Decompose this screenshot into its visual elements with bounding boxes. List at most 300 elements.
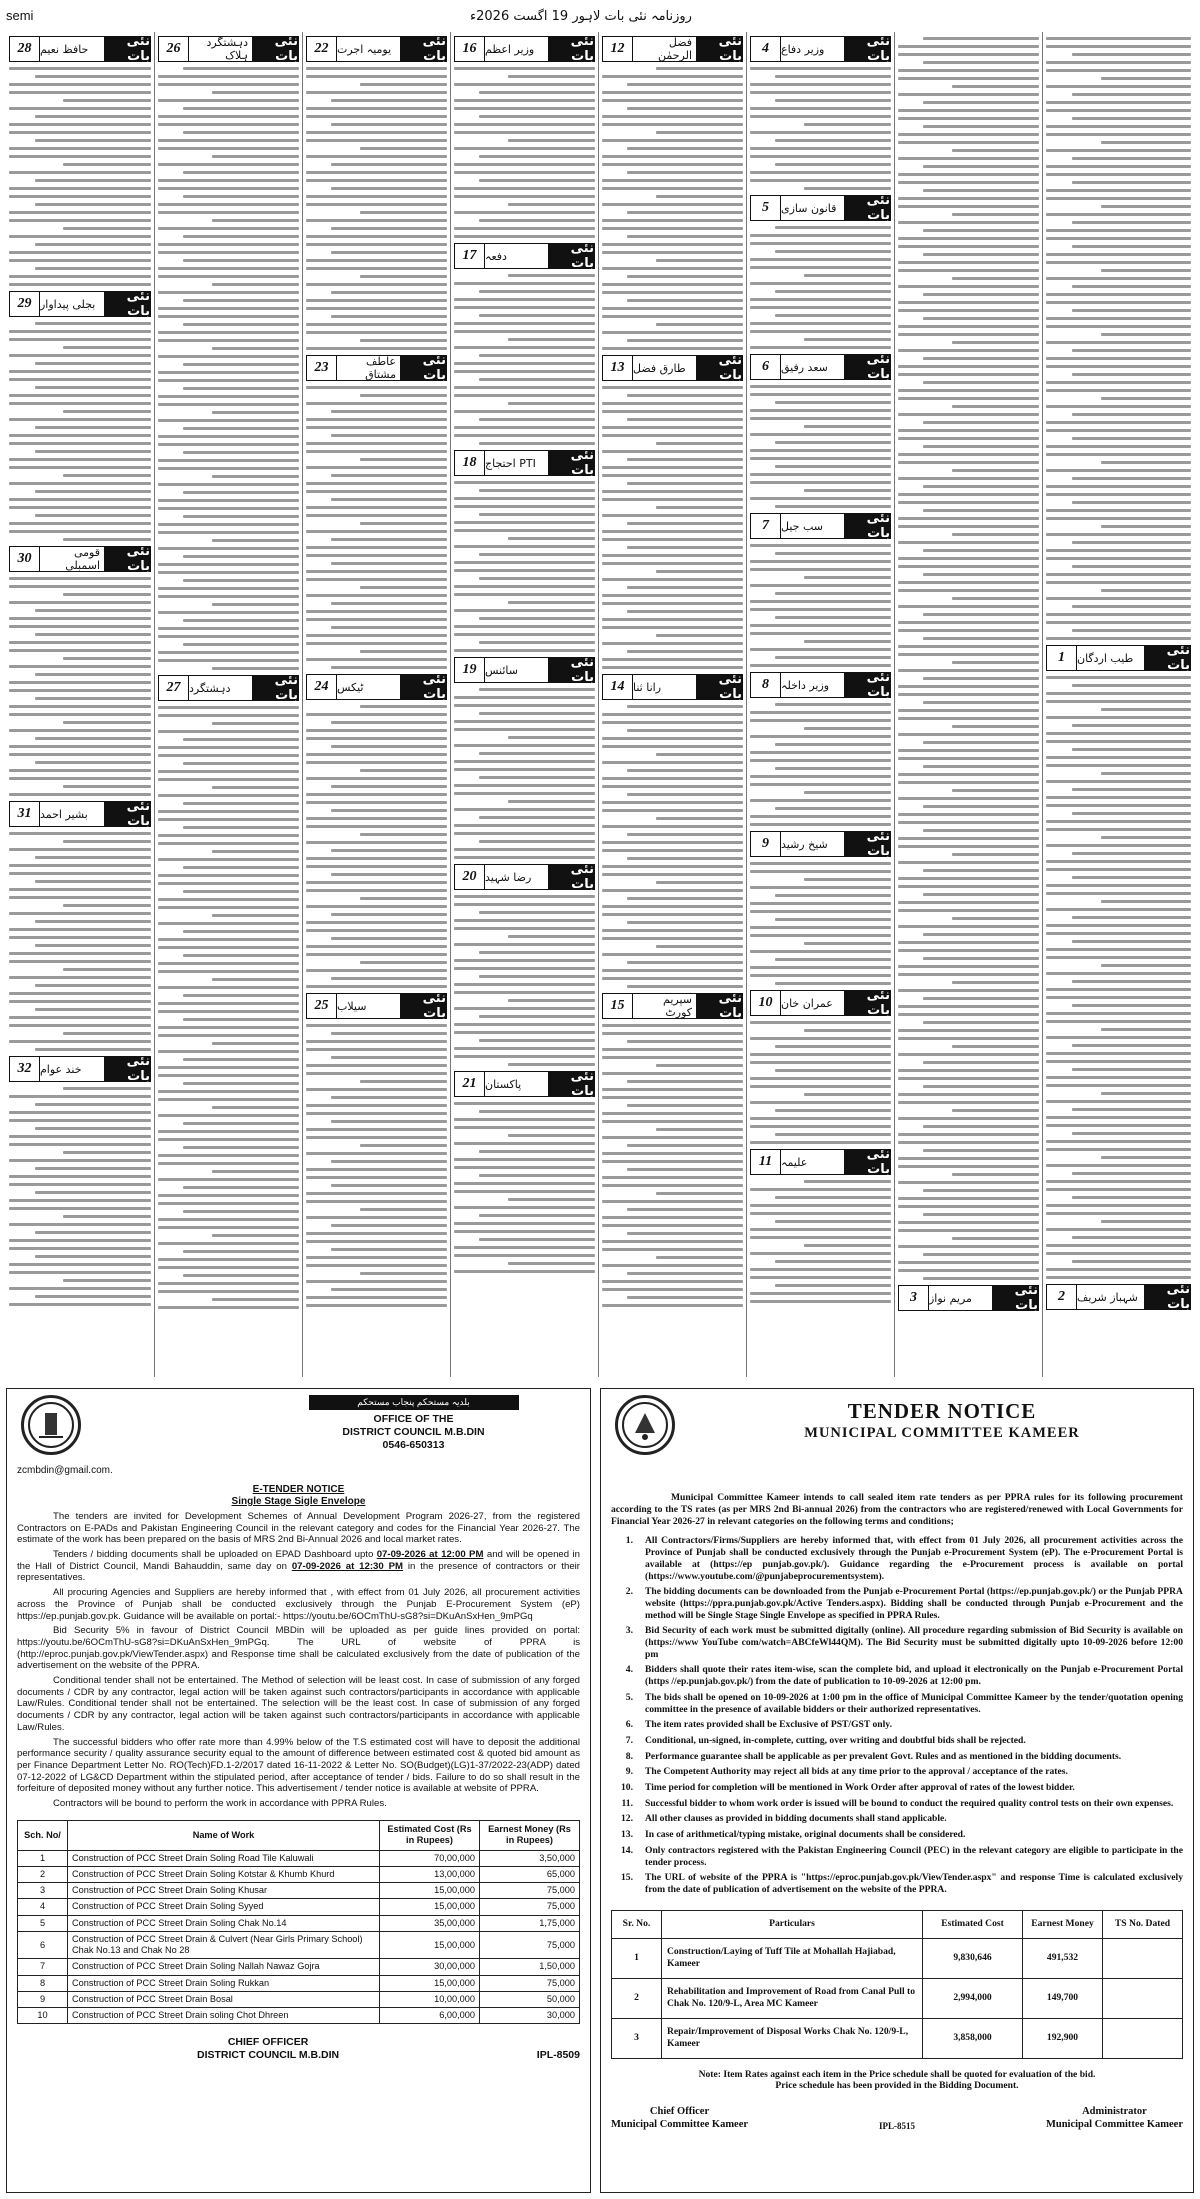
text-line xyxy=(602,115,743,118)
office-line-2: DISTRICT COUNCIL M.B.DIN xyxy=(342,1425,485,1438)
text-line xyxy=(454,561,595,564)
text-line xyxy=(602,1216,743,1219)
text-line xyxy=(306,1304,447,1307)
text-line xyxy=(35,880,151,883)
text-line xyxy=(627,339,743,342)
text-line xyxy=(158,834,299,837)
text-line xyxy=(9,888,151,891)
text-line xyxy=(627,1040,743,1043)
text-line xyxy=(1072,1260,1191,1263)
text-line xyxy=(360,394,447,397)
text-line xyxy=(508,935,595,938)
text-line xyxy=(331,123,447,126)
text-line xyxy=(656,131,743,134)
text-line xyxy=(183,451,299,454)
story-reporter: یومیہ اجرت xyxy=(337,42,392,56)
text-line xyxy=(454,171,595,174)
text-line xyxy=(923,293,1039,296)
text-line xyxy=(1046,932,1191,935)
text-line xyxy=(602,1152,743,1155)
text-line xyxy=(9,896,151,899)
story-brand-label: نئی بات xyxy=(844,37,890,61)
text-line xyxy=(454,362,595,365)
text-line xyxy=(1101,836,1191,839)
text-line xyxy=(183,802,299,805)
text-line xyxy=(898,965,1039,968)
text-line xyxy=(898,365,1039,368)
text-line xyxy=(1046,1276,1191,1279)
text-line xyxy=(898,69,1039,72)
text-line xyxy=(35,75,151,78)
text-line xyxy=(1046,844,1191,847)
text-line xyxy=(898,925,1039,928)
term-text: All other clauses as provided in bidding documents shall stand applicable. xyxy=(645,1813,947,1825)
story-number: 10 xyxy=(751,991,781,1015)
text-line xyxy=(1072,940,1191,943)
sch-no-cell: 4 xyxy=(18,1899,68,1915)
text-line xyxy=(898,205,1039,208)
text-line xyxy=(898,861,1039,864)
text-line xyxy=(898,1005,1039,1008)
story-reporter: وزیر اعظم xyxy=(485,42,535,56)
text-line xyxy=(158,1114,299,1117)
text-line xyxy=(9,466,151,469)
text-line xyxy=(1046,557,1191,560)
text-line xyxy=(1046,381,1191,384)
text-line xyxy=(479,1110,595,1113)
text-line xyxy=(898,1261,1039,1264)
text-line xyxy=(1072,788,1191,791)
ad-left-paragraph-4: Bid Security 5% in favour of District Council MBDin will be uploaded as per guide lines provided on portal: https://youtu.be/6OCmThU-sG8?si=DKuAnSxHen_9mPGq. The URL of website of PPRA is (http://eproc.punjab.gov.pk/ViewTender.aspx) and Response time shall be calculated exclusively from the date of publication of the advertisement on the website of the PPRA. xyxy=(17,1625,580,1672)
story-number: 14 xyxy=(603,675,633,699)
text-line xyxy=(627,833,743,836)
text-line xyxy=(212,603,299,606)
text-line xyxy=(9,378,151,381)
text-line xyxy=(158,419,299,422)
text-line xyxy=(750,1077,891,1080)
text-line xyxy=(331,626,447,629)
story-body xyxy=(306,386,447,669)
text-line xyxy=(454,322,595,325)
urdu-slogan-strip: بلدیہ مستحکم پنجاب مستحکم xyxy=(309,1395,519,1410)
text-line xyxy=(1072,285,1191,288)
text-line xyxy=(508,537,595,540)
text-line xyxy=(1046,948,1191,951)
text-line xyxy=(602,251,743,254)
text-line xyxy=(602,203,743,206)
story-body xyxy=(454,481,595,652)
text-line xyxy=(158,115,299,118)
text-line xyxy=(158,922,299,925)
text-line xyxy=(804,1180,891,1183)
story-reporter: بشیر احمد xyxy=(40,807,88,821)
text-line xyxy=(9,67,151,70)
text-line xyxy=(750,1228,891,1231)
text-line xyxy=(9,729,151,732)
story-header xyxy=(750,195,891,221)
story-brand-label: نئی بات xyxy=(548,37,594,61)
text-line xyxy=(952,661,1039,664)
text-line xyxy=(923,701,1039,704)
text-line xyxy=(1072,684,1191,687)
text-line xyxy=(454,195,595,198)
text-line xyxy=(306,107,447,110)
earnest-money-cell: 75,000 xyxy=(480,1975,580,1991)
text-line xyxy=(898,621,1039,624)
text-line xyxy=(9,1207,151,1210)
text-line xyxy=(63,721,151,724)
text-line xyxy=(750,346,891,349)
tn-earnest-money-cell: 192,900 xyxy=(1023,2018,1103,2058)
col-tn-estimated-cost: Estimated Cost xyxy=(923,1910,1023,1938)
tn-earnest-money-cell: 491,532 xyxy=(1023,1938,1103,1978)
text-line xyxy=(9,681,151,684)
text-line xyxy=(360,769,447,772)
estimated-cost-cell: 15,00,000 xyxy=(380,1975,480,1991)
text-line xyxy=(898,1229,1039,1232)
tender-note-line-2: Price schedule has been provided in the Bidding Document. xyxy=(775,2080,1019,2092)
story-reporter: قانون سازی xyxy=(781,201,837,215)
text-line xyxy=(306,1200,447,1203)
sch-no-cell: 3 xyxy=(18,1883,68,1899)
story-number: 17 xyxy=(455,244,485,268)
story-brand-label: نئی بات xyxy=(548,658,594,682)
text-line xyxy=(750,560,891,563)
text-line xyxy=(775,982,891,985)
text-line xyxy=(627,1144,743,1147)
text-line xyxy=(602,227,743,230)
text-line xyxy=(898,709,1039,712)
text-line xyxy=(479,115,595,118)
text-line xyxy=(602,490,743,493)
text-line xyxy=(9,1119,151,1122)
text-line xyxy=(454,728,595,731)
term-text: Performance guarantee shall be applicable as per prevalent Govt. Rules and as mentioned in the bidding documents. xyxy=(645,1750,1122,1762)
earnest-money-cell: 65,000 xyxy=(480,1867,580,1883)
text-line xyxy=(1072,1236,1191,1239)
text-line xyxy=(1046,1060,1191,1063)
text-line xyxy=(35,203,151,206)
text-line xyxy=(627,275,743,278)
text-line xyxy=(158,251,299,254)
text-line xyxy=(306,155,447,158)
text-line xyxy=(306,235,447,238)
text-line xyxy=(656,881,743,884)
text-line xyxy=(158,1242,299,1245)
text-line xyxy=(1046,716,1191,719)
story-header xyxy=(602,674,743,700)
text-line xyxy=(898,1165,1039,1168)
story-brand-label: نئی بات xyxy=(548,451,594,475)
text-line xyxy=(750,1085,891,1088)
text-line xyxy=(306,1064,447,1067)
text-line xyxy=(183,107,299,110)
text-line xyxy=(1072,1108,1191,1111)
table-row xyxy=(18,1867,580,1883)
text-line xyxy=(804,727,891,730)
text-line xyxy=(750,711,891,714)
text-line xyxy=(63,474,151,477)
table-row xyxy=(18,1850,580,1866)
text-line xyxy=(306,1256,447,1259)
text-line xyxy=(158,1066,299,1069)
text-line xyxy=(898,197,1039,200)
text-line xyxy=(602,219,743,222)
story-body xyxy=(750,1180,891,1303)
text-line xyxy=(775,1220,891,1223)
text-line xyxy=(750,107,891,110)
text-line xyxy=(360,833,447,836)
story-brand-label: نئی بات xyxy=(400,994,446,1018)
text-line xyxy=(1046,101,1191,104)
text-line xyxy=(9,434,151,437)
tn-earnest-money-cell: 149,700 xyxy=(1023,1978,1103,2018)
text-line xyxy=(775,163,891,166)
text-line xyxy=(1046,261,1191,264)
text-line xyxy=(923,893,1039,896)
text-line xyxy=(183,1274,299,1277)
text-line xyxy=(454,1126,595,1129)
text-line xyxy=(602,315,743,318)
text-line xyxy=(9,753,151,756)
text-line xyxy=(454,569,595,572)
text-line xyxy=(158,1002,299,1005)
text-line xyxy=(602,498,743,501)
text-line xyxy=(656,1128,743,1131)
text-line xyxy=(158,1138,299,1141)
text-line xyxy=(454,625,595,628)
text-line xyxy=(898,413,1039,416)
text-line xyxy=(454,1102,595,1105)
text-line xyxy=(306,713,447,716)
text-line xyxy=(212,1234,299,1237)
text-line xyxy=(804,338,891,341)
text-line xyxy=(923,1085,1039,1088)
text-line xyxy=(306,1104,447,1107)
text-line xyxy=(306,347,447,350)
text-line xyxy=(602,594,743,597)
text-line xyxy=(750,155,891,158)
story-brand-label: نئی بات xyxy=(844,673,890,697)
text-line xyxy=(479,641,595,644)
text-line xyxy=(750,481,891,484)
text-line xyxy=(1046,581,1191,584)
text-line xyxy=(952,853,1039,856)
text-line xyxy=(306,1088,447,1091)
text-line xyxy=(306,753,447,756)
story-number: 25 xyxy=(307,994,337,1018)
text-line xyxy=(158,179,299,182)
work-name-cell: Construction of PCC Street Drain Soling Nallah Nawaz Gojra xyxy=(68,1959,380,1975)
text-line xyxy=(158,99,299,102)
story-brand-label: نئی بات xyxy=(696,356,742,380)
text-line xyxy=(306,1040,447,1043)
text-line xyxy=(454,720,595,723)
earnest-money-cell: 50,000 xyxy=(480,1991,580,2007)
text-line xyxy=(306,418,447,421)
text-line xyxy=(923,829,1039,832)
text-line xyxy=(158,1130,299,1133)
text-line xyxy=(212,914,299,917)
text-line xyxy=(923,37,1039,40)
text-line xyxy=(775,958,891,961)
text-line xyxy=(454,211,595,214)
text-line xyxy=(158,203,299,206)
text-line xyxy=(158,139,299,142)
text-line xyxy=(9,442,151,445)
text-line xyxy=(9,745,151,748)
signature-block xyxy=(197,2036,339,2062)
text-line xyxy=(1046,1100,1191,1103)
text-line xyxy=(306,881,447,884)
text-line xyxy=(952,725,1039,728)
text-line xyxy=(750,67,891,70)
text-line xyxy=(656,1064,743,1067)
text-line xyxy=(212,91,299,94)
term-number: 10. xyxy=(621,1782,633,1794)
text-line xyxy=(750,1117,891,1120)
text-line xyxy=(898,781,1039,784)
text-line xyxy=(656,634,743,637)
text-line xyxy=(923,549,1039,552)
story-number: 6 xyxy=(751,355,781,379)
news-column xyxy=(450,32,598,1377)
text-line xyxy=(804,274,891,277)
tender-note-line-1: Note: Item Rates against each item in the Price schedule shall be quoted for evaluation of the bid. xyxy=(698,2068,1096,2080)
text-line xyxy=(602,642,743,645)
text-line xyxy=(158,794,299,797)
text-line xyxy=(923,933,1039,936)
text-line xyxy=(306,1024,447,1027)
story-body xyxy=(750,385,891,508)
office-line-1: OFFICE OF THE xyxy=(373,1412,454,1425)
text-line xyxy=(1072,373,1191,376)
text-line xyxy=(1046,1204,1191,1207)
text-line xyxy=(1072,501,1191,504)
text-line xyxy=(750,648,891,651)
text-line xyxy=(602,1160,743,1163)
term-text: In case of arithmetical/typing mistake, original documents shall be considered. xyxy=(645,1829,966,1841)
text-line xyxy=(627,482,743,485)
text-line xyxy=(9,992,151,995)
para2-text-c: and will be opened in the Hall of District Council, Mandi Bahauddin, same day on xyxy=(17,1549,580,1572)
text-line xyxy=(306,482,447,485)
text-line xyxy=(750,799,891,802)
text-line xyxy=(63,1279,151,1282)
text-line xyxy=(9,155,151,158)
term-number: 5. xyxy=(625,1691,633,1703)
text-line xyxy=(9,1239,151,1242)
term-number: 3. xyxy=(625,1625,633,1637)
text-line xyxy=(35,761,151,764)
text-line xyxy=(898,909,1039,912)
text-line xyxy=(1046,365,1191,368)
text-line xyxy=(923,485,1039,488)
term-text: Conditional, un-signed, in-complete, cutting, over writing and doubtful bids shall be rejected. xyxy=(645,1734,1026,1746)
text-line xyxy=(898,173,1039,176)
text-line xyxy=(1046,229,1191,232)
earnest-money-cell: 75,000 xyxy=(480,1931,580,1958)
text-line xyxy=(1046,1084,1191,1087)
text-line xyxy=(35,450,151,453)
story-body xyxy=(9,322,151,541)
text-line xyxy=(1046,173,1191,176)
text-line xyxy=(479,354,595,357)
text-line xyxy=(952,917,1039,920)
text-line xyxy=(1046,637,1191,640)
text-line xyxy=(898,141,1039,144)
sch-no-cell: 1 xyxy=(18,1850,68,1866)
text-line xyxy=(306,1232,447,1235)
text-line xyxy=(898,821,1039,824)
text-line xyxy=(1101,589,1191,592)
text-line xyxy=(923,765,1039,768)
text-line xyxy=(750,934,891,937)
story-body xyxy=(750,67,891,190)
text-line xyxy=(775,1069,891,1072)
text-line xyxy=(602,658,743,661)
text-line xyxy=(9,211,151,214)
term-item xyxy=(611,1829,1183,1841)
text-line xyxy=(804,878,891,881)
text-line xyxy=(158,1026,299,1029)
story-brand-label: نئی بات xyxy=(104,37,150,61)
text-line xyxy=(750,815,891,818)
text-line xyxy=(183,1210,299,1213)
text-line xyxy=(1072,876,1191,879)
text-line xyxy=(602,179,743,182)
ad-left-paragraph-1: The tenders are invited for Development Schemes of Annual Development Program 2026-27, from the registered Contractors on E-PADs and Pakistan Engineering Council in the relevant category and codes for the Financial Year 2026-27. The estimate of the work has been prepared on the basis of MRS 2nd Bi-Annual 2026 and local market rates. xyxy=(17,1510,580,1546)
text-line xyxy=(602,347,743,350)
story-reporter: دہشتگرد ہلاک xyxy=(206,36,248,62)
text-line xyxy=(923,1253,1039,1256)
text-line xyxy=(750,759,891,762)
text-line xyxy=(9,1199,151,1202)
text-line xyxy=(952,981,1039,984)
text-line xyxy=(775,807,891,810)
text-line xyxy=(183,131,299,134)
text-line xyxy=(775,250,891,253)
text-line xyxy=(923,613,1039,616)
work-name-cell: Construction of PCC Street Drain Soling Chak No.14 xyxy=(68,1915,380,1931)
text-line xyxy=(454,1230,595,1233)
text-line xyxy=(898,517,1039,520)
text-line xyxy=(1046,868,1191,871)
text-line xyxy=(627,522,743,525)
text-line xyxy=(508,203,595,206)
text-line xyxy=(306,1168,447,1171)
text-line xyxy=(750,234,891,237)
text-line xyxy=(923,125,1039,128)
text-line xyxy=(627,546,743,549)
text-line xyxy=(1046,453,1191,456)
text-line xyxy=(898,157,1039,160)
text-line xyxy=(1072,221,1191,224)
text-line xyxy=(602,1264,743,1267)
text-line xyxy=(898,1133,1039,1136)
story-header xyxy=(602,355,743,381)
text-line xyxy=(158,946,299,949)
text-line xyxy=(775,75,891,78)
estimated-cost-cell: 15,00,000 xyxy=(380,1931,480,1958)
text-line xyxy=(454,768,595,771)
story-header xyxy=(306,355,447,381)
text-line xyxy=(1046,1188,1191,1191)
story-reporter: بجلی پیداوار xyxy=(40,297,96,311)
text-line xyxy=(602,426,743,429)
text-line xyxy=(923,189,1039,192)
term-item xyxy=(611,1766,1183,1778)
